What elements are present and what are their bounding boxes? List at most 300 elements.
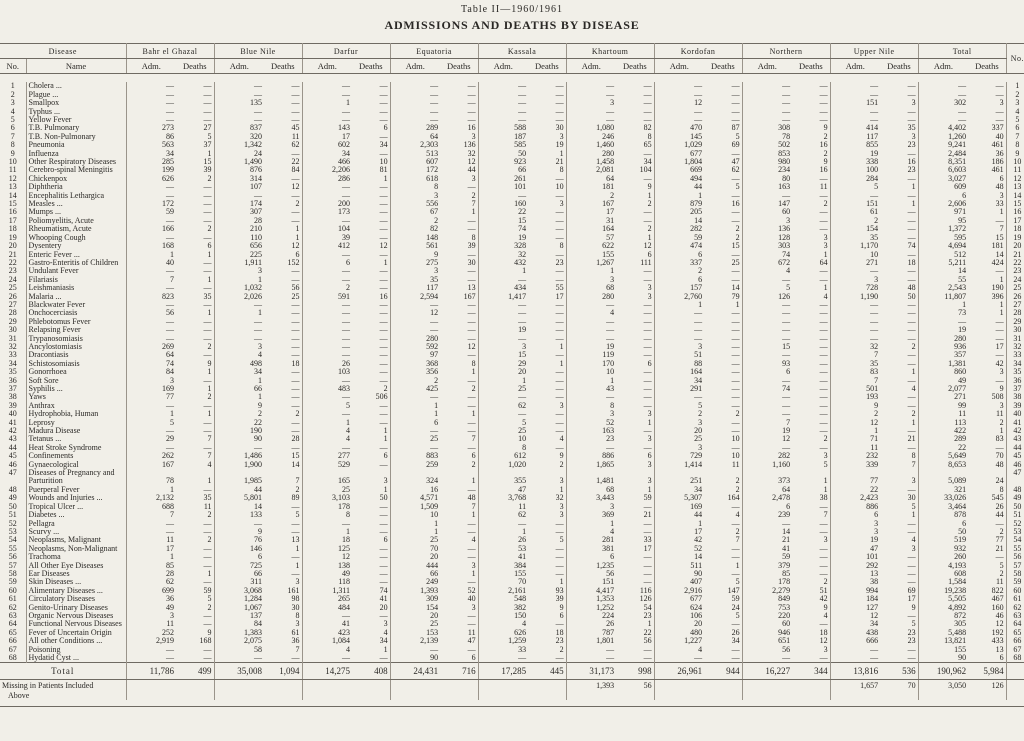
deaths-cell: 35 [176, 494, 214, 502]
total-deaths-cell: 3 [968, 99, 1006, 107]
deaths-cell: — [352, 368, 390, 376]
adm-cell: — [166, 216, 175, 225]
deaths-cell: — [264, 108, 302, 116]
deaths-cell: 93 [528, 587, 566, 595]
row-number: 45 [0, 452, 26, 460]
missing-cell [390, 680, 440, 691]
missing-label-2: Above [0, 690, 126, 700]
disease-name: Poisoning [26, 646, 126, 654]
table-row [0, 133, 1024, 141]
empty-cell [264, 690, 302, 700]
deaths-cell: 40 [440, 595, 478, 603]
deaths-cell: — [176, 301, 214, 309]
row-number-right: 25 [1013, 284, 1022, 293]
row-number: 41 [0, 419, 26, 427]
adm-cell: 150 [514, 611, 527, 620]
row-number: 12 [0, 175, 26, 183]
deaths-cell: 7 [264, 477, 302, 485]
adm-cell: — [342, 90, 351, 99]
deaths-cell: 4 [528, 435, 566, 443]
adm-cell: 4 [610, 527, 615, 536]
adm-cell: — [166, 82, 175, 91]
deaths-cell: 89 [264, 494, 302, 502]
deaths-cell: — [352, 343, 390, 351]
adm-cell: 85 [166, 561, 175, 570]
deaths-cell: 2 [616, 225, 654, 233]
adm-cell: — [166, 300, 175, 309]
adm-cell: 6 [346, 258, 351, 267]
adm-cell: 12 [430, 309, 439, 318]
adm-cell: 19 [870, 536, 879, 545]
adm-cell: 1 [698, 191, 703, 200]
adm-cell: 103 [338, 368, 351, 377]
adm-cell: — [518, 116, 527, 125]
deaths-cell: — [352, 654, 390, 663]
deaths-cell: 2 [880, 343, 918, 351]
adm-cell: — [870, 654, 879, 663]
row-number-right: 39 [1013, 401, 1022, 410]
total-cell: 13,816 [830, 663, 880, 680]
deaths-cell: — [880, 217, 918, 225]
deaths-cell: — [792, 91, 830, 99]
deaths-cell: — [440, 309, 478, 317]
adm-cell: 8 [610, 401, 615, 410]
disease-name: Functional Nervous Diseases [26, 620, 126, 628]
total-deaths-cell: 33 [968, 200, 1006, 208]
deaths-cell: 13 [264, 536, 302, 544]
total-row [0, 663, 1024, 680]
adm-cell: 1,393 [420, 586, 439, 595]
row-number-right: 31 [1013, 334, 1022, 343]
adm-cell: 289 [426, 124, 439, 133]
deaths-cell: — [792, 553, 830, 561]
disease-name: T.B. Pulmonary [26, 124, 126, 132]
adm-cell: 1 [346, 527, 351, 536]
deaths-cell: 1 [616, 620, 654, 628]
province-header: Upper Nile [830, 44, 918, 59]
deaths-cell: — [352, 150, 390, 158]
adm-cell: — [166, 116, 175, 125]
missing-cell [440, 680, 478, 691]
adm-cell: 656 [250, 242, 263, 251]
deaths-cell: — [176, 444, 214, 452]
deaths-cell: 2 [528, 646, 566, 654]
deaths-cell: 56 [616, 637, 654, 645]
adm-cell: 548 [514, 595, 527, 604]
row-number-right: 28 [1013, 309, 1022, 318]
deaths-cell: 1 [880, 200, 918, 208]
adm-cell: 178 [778, 578, 791, 587]
total-adm-cell: 932 [954, 544, 967, 553]
adm-cell: 688 [162, 502, 175, 511]
deaths-cell: — [440, 444, 478, 452]
deaths-cell: 1 [352, 486, 390, 494]
adm-cell: 1 [346, 99, 351, 108]
total-adm-cell: 872 [954, 611, 967, 620]
total-adm-cell: 4,402 [948, 124, 967, 133]
empty-cell [918, 690, 968, 700]
total-adm-cell: 11,807 [944, 292, 967, 301]
missing-row [0, 680, 1024, 691]
adm-cell: 1,481 [596, 477, 615, 486]
adm-cell: 78 [166, 477, 175, 486]
row-number: 29 [0, 318, 26, 326]
deaths-cell: 23 [528, 259, 566, 267]
deaths-cell: 59 [176, 587, 214, 595]
deaths-cell: — [528, 225, 566, 233]
deaths-cell: 32 [528, 494, 566, 502]
row-number: 11 [0, 166, 26, 174]
deaths-cell: 2 [176, 175, 214, 183]
deaths-cell: 2 [176, 343, 214, 351]
row-number: 37 [0, 385, 26, 393]
adm-cell: 76 [254, 536, 263, 545]
table-row [0, 612, 1024, 620]
row-number: 30 [0, 326, 26, 334]
adm-cell: 883 [426, 452, 439, 461]
adm-cell: — [166, 90, 175, 99]
deaths-cell: 4 [352, 629, 390, 637]
adm-cell: 11 [166, 620, 175, 629]
deaths-cell: 27 [176, 124, 214, 132]
deaths-cell: 23 [616, 612, 654, 620]
deaths-cell: — [880, 335, 918, 343]
adm-cell: 669 [690, 166, 703, 175]
adm-cell: 26 [606, 620, 615, 629]
adm-cell: 15 [518, 216, 527, 225]
deaths-cell: 2 [792, 133, 830, 141]
deaths-cell: 11 [176, 503, 214, 511]
deaths-cell: 2 [264, 200, 302, 208]
disease-name: Mumps ... [26, 208, 126, 216]
deaths-cell: — [616, 301, 654, 309]
row-number-right: 46 [1013, 460, 1022, 469]
row-number: 60 [0, 587, 26, 595]
deaths-cell: 4 [176, 461, 214, 469]
total-deaths-cell: 2 [968, 419, 1006, 427]
adm-cell: 382 [514, 603, 527, 612]
adm-cell: — [606, 90, 615, 99]
deaths-cell: — [616, 520, 654, 528]
deaths-cell: — [792, 520, 830, 528]
total-deaths-cell: 40 [968, 133, 1006, 141]
adm-cell: 249 [426, 578, 439, 587]
total-adm-cell: 22 [958, 443, 967, 452]
adm-cell: 12 [870, 611, 879, 620]
deaths-cell: 3 [528, 200, 566, 208]
disease-name: Tetanus ... [26, 435, 126, 443]
deaths-cell: — [616, 335, 654, 343]
adm-cell: 2 [434, 216, 439, 225]
adm-cell: 56 [606, 569, 615, 578]
deaths-cell: — [704, 251, 742, 259]
deaths-cell: — [880, 234, 918, 242]
deaths-cell: 3 [264, 578, 302, 586]
adm-cell: 379 [778, 561, 791, 570]
deaths-cell: — [792, 444, 830, 452]
adm-cell: — [694, 309, 703, 318]
adm-cell: 29 [518, 359, 527, 368]
adm-cell: 2 [874, 410, 879, 419]
deaths-cell: — [352, 444, 390, 452]
deaths-cell: 5 [880, 503, 918, 511]
deaths-cell: — [704, 351, 742, 359]
adm-cell: 585 [514, 141, 527, 150]
deaths-cell: 1 [616, 192, 654, 200]
empty-cell [352, 690, 390, 700]
adm-cell: 4 [610, 309, 615, 318]
adm-cell: 6 [874, 511, 879, 520]
deaths-cell: 6 [440, 452, 478, 460]
deaths-cell: 1 [176, 150, 214, 158]
adm-cell: 20 [694, 620, 703, 629]
province-header: Total [918, 44, 1006, 59]
table-row [0, 141, 1024, 149]
row-number-right: 24 [1013, 275, 1022, 284]
deaths-cell: — [704, 309, 742, 317]
deaths-cell: — [440, 82, 478, 90]
deaths-cell: 1 [440, 410, 478, 418]
adm-cell: — [782, 275, 791, 284]
adm-cell: 3 [698, 443, 703, 452]
disease-name: Filariasis [26, 276, 126, 284]
adm-cell: 11 [518, 502, 527, 511]
adm-cell: 373 [778, 477, 791, 486]
adm-cell: — [166, 645, 175, 654]
deaths-cell: — [528, 267, 566, 275]
adm-cell: — [342, 107, 351, 116]
adm-cell: 4 [522, 620, 527, 629]
row-number-right: 62 [1013, 603, 1022, 612]
adm-cell: 3 [610, 410, 615, 419]
total-deaths-cell: 181 [968, 242, 1006, 250]
adm-cell: 155 [514, 569, 527, 578]
deaths-cell: — [352, 301, 390, 309]
adm-cell: 2,075 [244, 637, 263, 646]
total-adm-cell: — [958, 90, 967, 99]
deaths-cell: 7 [440, 435, 478, 443]
deaths-cell: — [880, 646, 918, 654]
total-adm-cell: 5,089 [948, 477, 967, 486]
deaths-cell: 35 [880, 124, 918, 132]
adm-cell: 17 [694, 527, 703, 536]
adm-cell: — [606, 443, 615, 452]
deaths-cell: 1 [792, 251, 830, 259]
adm-cell: 1,460 [596, 141, 615, 150]
deaths-cell: — [176, 545, 214, 553]
row-number-right: 15 [1013, 200, 1022, 209]
adm-cell: 612 [514, 452, 527, 461]
adm-cell: 2 [258, 410, 263, 419]
deaths-cell: 147 [704, 587, 742, 595]
adm-cell: 19 [782, 427, 791, 436]
disease-name: Typhus ... [26, 108, 126, 116]
adm-cell: 146 [250, 544, 263, 553]
deaths-cell: 5 [176, 595, 214, 603]
adm-cell: 110 [250, 233, 263, 242]
total-deaths-cell: 12 [968, 620, 1006, 628]
deaths-cell: 1 [440, 208, 478, 216]
adm-cell: 1,067 [244, 603, 263, 612]
adm-cell: 511 [690, 561, 703, 570]
deaths-cell: 6 [352, 536, 390, 544]
deaths-cell: 25 [704, 259, 742, 267]
adm-cell: 14 [694, 553, 703, 562]
row-number-right: 9 [1015, 149, 1020, 158]
adm-cell: 47 [870, 544, 879, 553]
disease-rows [0, 74, 1024, 663]
adm-cell: 64 [166, 351, 175, 360]
missing-cell: 70 [880, 680, 918, 691]
table-row [0, 124, 1024, 132]
table-row [0, 562, 1024, 570]
adm-cell: 9 [434, 250, 439, 259]
row-number: 31 [0, 335, 26, 343]
total-deaths-cell [968, 469, 1006, 477]
adm-cell: 501 [866, 385, 879, 394]
adm-cell: — [342, 183, 351, 192]
deaths-cell: 45 [264, 124, 302, 132]
deaths-cell: 5 [176, 133, 214, 141]
deaths-cell [880, 469, 918, 477]
total-cell: 24,431 [390, 663, 440, 680]
total-adm-cell: 289 [954, 435, 967, 444]
row-number: 43 [0, 435, 26, 443]
adm-cell: 369 [602, 511, 615, 520]
total-adm-cell: 321 [954, 485, 967, 494]
deaths-cell: — [264, 553, 302, 561]
adm-cell: 10 [518, 435, 527, 444]
deaths-cell: — [704, 385, 742, 393]
deaths-cell: — [352, 183, 390, 191]
adm-cell: 19 [870, 149, 879, 158]
deaths-cell: 3 [880, 477, 918, 485]
adm-cell: 83 [870, 368, 879, 377]
deaths-cell: — [264, 528, 302, 536]
adm-cell: — [694, 317, 703, 326]
adm-cell: 1 [258, 393, 263, 402]
deaths-cell: 25 [264, 293, 302, 301]
row-number-right: 66 [1013, 637, 1022, 646]
adm-cell: — [166, 284, 175, 293]
disease-name: Chickenpox [26, 175, 126, 183]
deaths-cell: 9 [792, 158, 830, 166]
adm-cell: 280 [602, 149, 615, 158]
adm-cell: 607 [426, 158, 439, 167]
adm-cell: — [782, 410, 791, 419]
adm-cell: 70 [430, 544, 439, 553]
adm-cell: 80 [782, 174, 791, 183]
total-adm-cell: 5,211 [948, 258, 967, 267]
total-adm-cell: 8,351 [948, 158, 967, 167]
row-number: 46 [0, 461, 26, 469]
table-row [0, 343, 1024, 351]
total-deaths-cell: 70 [968, 452, 1006, 460]
table-row [0, 108, 1024, 116]
adm-cell: 34 [694, 485, 703, 494]
adm-cell: 2,026 [244, 292, 263, 301]
deaths-cell: 1 [352, 175, 390, 183]
row-number: 26 [0, 293, 26, 301]
adm-cell: 172 [162, 200, 175, 209]
deaths-cell: 3 [264, 620, 302, 628]
deaths-cell: 1 [176, 276, 214, 284]
adm-cell: 1 [434, 401, 439, 410]
adm-cell: 1,084 [332, 637, 351, 646]
total-deaths-cell: 46 [968, 612, 1006, 620]
adm-cell: 246 [602, 132, 615, 141]
table-row [0, 620, 1024, 628]
deaths-cell: 12 [440, 343, 478, 351]
deaths-cell: — [440, 183, 478, 191]
adm-cell: — [870, 300, 879, 309]
deaths-cell: — [528, 654, 566, 663]
disease-name: Trachoma [26, 553, 126, 561]
adm-cell: 1 [258, 309, 263, 318]
adm-cell: 1 [434, 519, 439, 528]
adm-cell: — [782, 654, 791, 663]
missing-cell [302, 680, 352, 691]
row-number-right: 59 [1013, 578, 1022, 587]
total-deaths-cell: 15 [968, 234, 1006, 242]
deaths-cell: 167 [440, 293, 478, 301]
deaths-cell: — [264, 82, 302, 90]
adm-cell [302, 469, 352, 477]
deaths-cell: 39 [176, 166, 214, 174]
adm-cell: 8 [346, 511, 351, 520]
total-deaths-cell: 160 [968, 604, 1006, 612]
table-row [0, 654, 1024, 663]
deaths-cell: 9 [528, 604, 566, 612]
adm-cell: 147 [778, 200, 791, 209]
deaths-cell: 1 [176, 368, 214, 376]
deaths-cell: 3 [528, 503, 566, 511]
deaths-cell: — [528, 528, 566, 536]
deaths-cell: — [352, 570, 390, 578]
deaths-cell: 36 [264, 637, 302, 645]
row-number: 54 [0, 536, 26, 544]
adm-cell: 31 [606, 216, 615, 225]
adm-cell: — [870, 317, 879, 326]
adm-cell: 328 [514, 242, 527, 251]
row-number-right: 33 [1013, 351, 1022, 360]
deaths-cell: — [880, 116, 918, 124]
row-number: 42 [0, 427, 26, 435]
disease-name: Yaws [26, 393, 126, 401]
deaths-cell: — [880, 377, 918, 385]
deaths-cell: — [616, 82, 654, 90]
deaths-cell: — [880, 276, 918, 284]
deaths-cell: — [704, 520, 742, 528]
deaths-cell: 14 [704, 284, 742, 292]
deaths-cell: — [704, 208, 742, 216]
adm-cell: — [430, 90, 439, 99]
deaths-cell: 15 [176, 158, 214, 166]
total-cell: 26,961 [654, 663, 704, 680]
adm-cell: 618 [426, 174, 439, 183]
total-deaths-cell: 7 [968, 225, 1006, 233]
deaths-cell: 98 [264, 595, 302, 603]
adm-cell: 729 [690, 452, 703, 461]
row-number: 23 [0, 267, 26, 275]
adm-cell: 994 [866, 586, 879, 595]
deaths-cell: — [616, 351, 654, 359]
total-adm-cell: 8,653 [948, 460, 967, 469]
total-adm-cell: 3,027 [948, 174, 967, 183]
row-number-right: 51 [1013, 511, 1022, 520]
missing-cell [792, 680, 830, 691]
deaths-cell: — [704, 553, 742, 561]
